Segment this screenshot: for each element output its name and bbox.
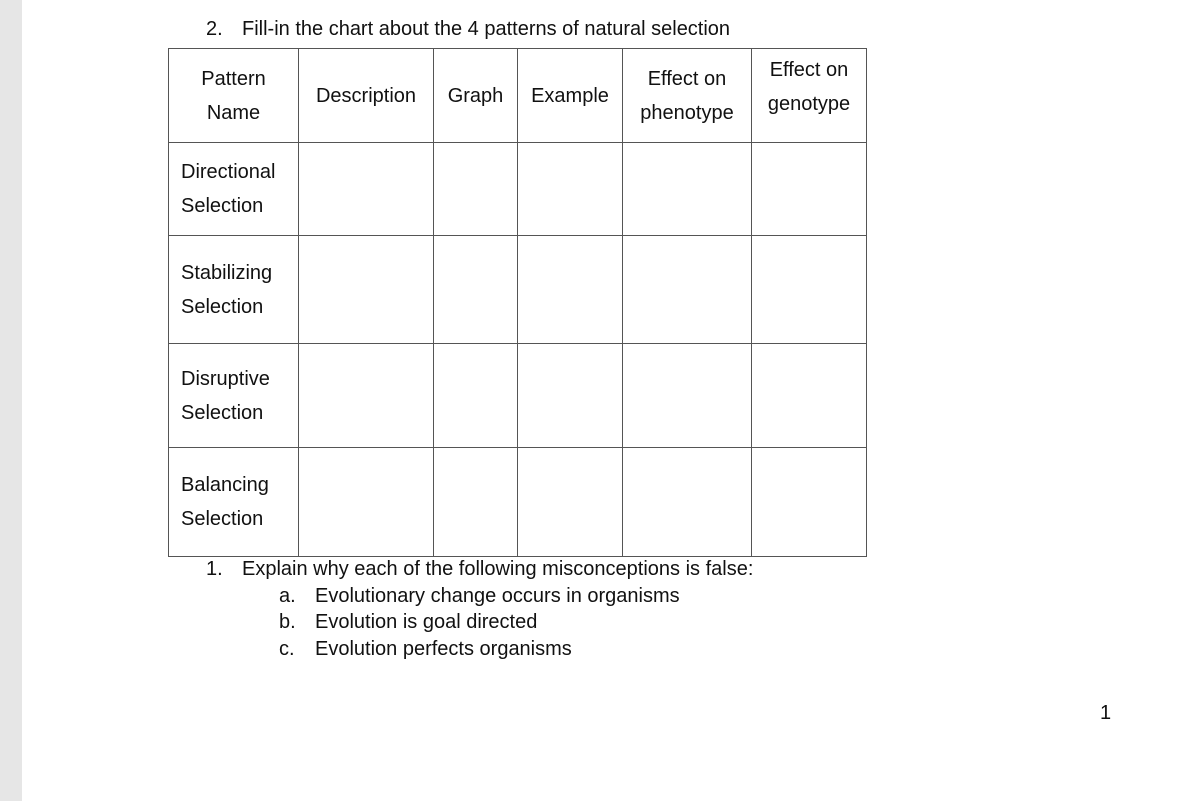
table-row	[169, 344, 867, 448]
page-margin-bar	[0, 0, 22, 801]
list-item: a. Evolutionary change occurs in organisms	[279, 585, 680, 607]
description-cell[interactable]	[299, 448, 434, 557]
question-2-heading	[206, 18, 730, 41]
natural-selection-chart	[168, 48, 867, 557]
description-cell[interactable]	[299, 344, 434, 448]
genotype-cell[interactable]	[752, 143, 867, 236]
table-row	[169, 143, 867, 236]
header-description: Description	[299, 49, 434, 143]
example-cell[interactable]	[518, 236, 623, 344]
row-pattern-name: Balancing Selection	[169, 448, 299, 557]
example-cell[interactable]	[518, 344, 623, 448]
header-example: Example	[518, 49, 623, 143]
example-cell[interactable]	[518, 143, 623, 236]
phenotype-cell[interactable]	[623, 344, 752, 448]
question-1-heading	[206, 558, 753, 581]
description-cell[interactable]	[299, 236, 434, 344]
graph-cell[interactable]	[434, 143, 518, 236]
question-2-text: Fill-in the chart about the 4 patterns of natural selection	[242, 18, 731, 40]
genotype-cell[interactable]	[752, 344, 867, 448]
table-row	[169, 448, 867, 557]
row-pattern-name: Disruptive Selection	[169, 344, 299, 448]
genotype-cell[interactable]	[752, 236, 867, 344]
phenotype-cell[interactable]	[623, 448, 752, 557]
list-item: b. Evolution is goal directed	[279, 611, 538, 633]
description-cell[interactable]	[299, 143, 434, 236]
header-pattern-name: Pattern Name	[169, 49, 299, 143]
graph-cell[interactable]	[434, 448, 518, 557]
header-graph: Graph	[434, 49, 518, 143]
row-pattern-name: Stabilizing Selection	[169, 236, 299, 344]
phenotype-cell[interactable]	[623, 143, 752, 236]
header-effect-genotype: Effect on genotype	[752, 49, 867, 143]
table-header-row	[169, 49, 867, 143]
question-1-text: Explain why each of the following misconceptions is false:	[242, 558, 754, 580]
genotype-cell[interactable]	[752, 448, 867, 557]
graph-cell[interactable]	[434, 236, 518, 344]
row-pattern-name: Directional Selection	[169, 143, 299, 236]
example-cell[interactable]	[518, 448, 623, 557]
question-1-number: 1.	[206, 558, 223, 580]
graph-cell[interactable]	[434, 344, 518, 448]
question-2-number: 2.	[206, 18, 223, 40]
page-number: 1	[1100, 702, 1112, 724]
table-row	[169, 236, 867, 344]
header-effect-phenotype: Effect on phenotype	[623, 49, 752, 143]
phenotype-cell[interactable]	[623, 236, 752, 344]
list-item: c. Evolution perfects organisms	[279, 638, 572, 660]
